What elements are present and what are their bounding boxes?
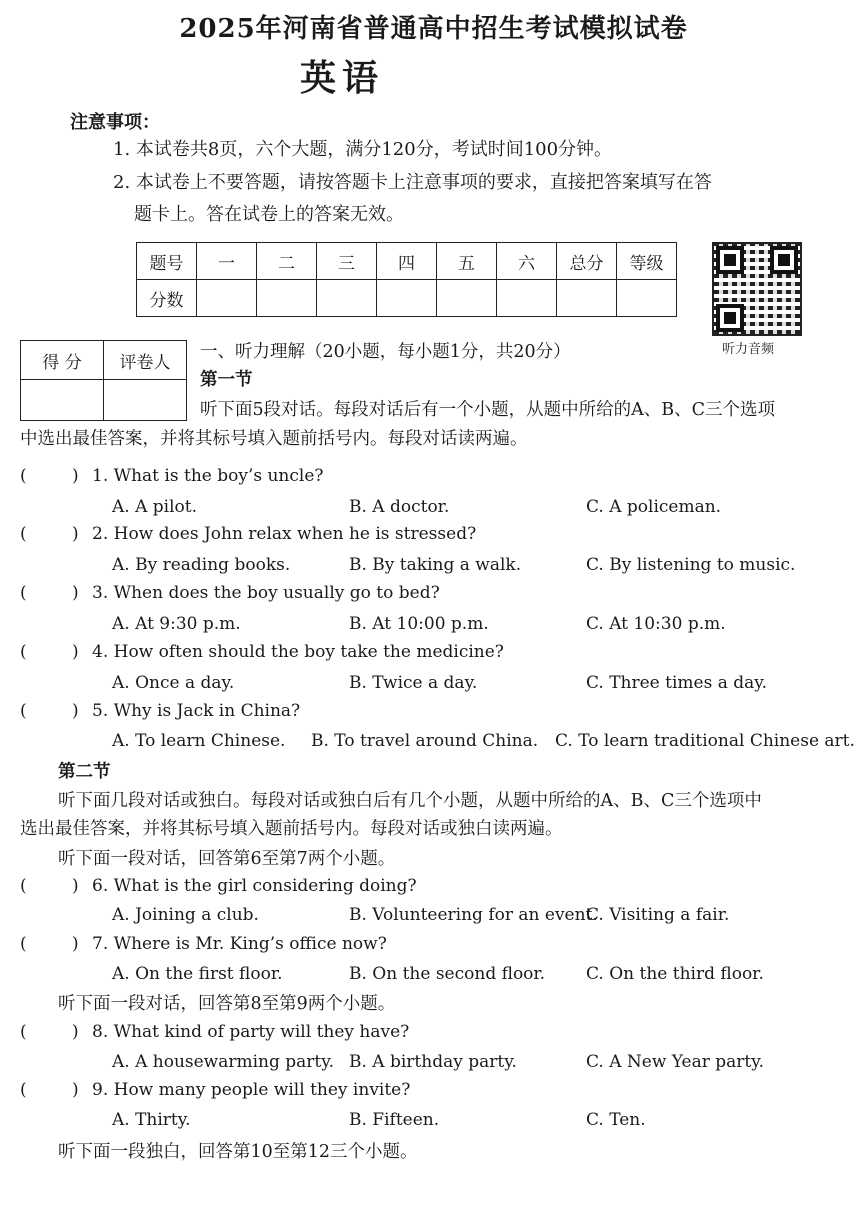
score-row-label: 分数 <box>137 280 197 317</box>
answer-bracket-open[interactable]: ( <box>20 466 27 486</box>
score-header-cell: 总分 <box>557 243 617 280</box>
q5-option-b: B. To travel around China. <box>311 731 539 751</box>
exam-title: 2025年河南省普通高中招生考试模拟试卷 <box>179 14 688 44</box>
score-cell[interactable] <box>197 280 257 317</box>
q1-option-b: B. A doctor. <box>349 497 450 517</box>
q2-option-b: B. By taking a walk. <box>349 555 522 575</box>
q7-option-c: C. On the third floor. <box>586 964 764 984</box>
subject-title: 英语 <box>300 57 385 99</box>
question-8: 8. What kind of party will they have? <box>92 1022 410 1042</box>
section1-title: 一、听力理解（20小题，每小题1分，共20分） <box>200 342 571 362</box>
question-9: 9. How many people will they invite? <box>92 1080 411 1100</box>
q8-option-b: B. A birthday party. <box>349 1052 517 1072</box>
answer-bracket-open[interactable]: ( <box>20 1022 27 1042</box>
q3-option-b: B. At 10:00 p.m. <box>349 614 489 634</box>
q7-option-b: B. On the second floor. <box>349 964 546 984</box>
q6-option-a: A. Joining a club. <box>112 905 259 925</box>
answer-bracket-open[interactable]: ( <box>20 524 27 544</box>
qr-label: 听力音频 <box>722 342 775 357</box>
part2-instruction-1: 听下面几段对话或独白。每段对话或独白后有几个小题，从题中所给的A、B、C三个选项中 <box>58 791 762 811</box>
q5-option-c: C. To learn traditional Chinese art. <box>555 731 855 751</box>
question-5: 5. Why is Jack in China? <box>92 701 301 721</box>
lead-8-9: 听下面一段对话，回答第8至第9两个小题。 <box>58 994 396 1014</box>
score-header-cell: 二 <box>257 243 317 280</box>
q4-option-b: B. Twice a day. <box>349 673 478 693</box>
score-table <box>136 242 677 317</box>
score-header-cell: 题号 <box>137 243 197 280</box>
answer-bracket-close: ) <box>72 876 79 896</box>
q8-option-a: A. A housewarming party. <box>112 1052 335 1072</box>
grader-score-label: 得 分 <box>21 341 104 380</box>
question-6: 6. What is the girl considering doing? <box>92 876 417 896</box>
answer-bracket-open[interactable]: ( <box>20 701 27 721</box>
answer-bracket-close: ) <box>72 583 79 603</box>
score-header-cell: 一 <box>197 243 257 280</box>
q6-option-c: C. Visiting a fair. <box>586 905 730 925</box>
answer-bracket-close: ) <box>72 1022 79 1042</box>
q1-option-c: C. A policeman. <box>586 497 722 517</box>
part2-instruction-2: 选出最佳答案，并将其标号填入题前括号内。每段对话或独白读两遍。 <box>20 819 563 839</box>
answer-bracket-open[interactable]: ( <box>20 934 27 954</box>
q3-option-a: A. At 9:30 p.m. <box>112 614 241 634</box>
grader-table <box>20 340 187 421</box>
question-4: 4. How often should the boy take the medicine? <box>92 642 504 662</box>
score-header-cell: 五 <box>437 243 497 280</box>
answer-bracket-open[interactable]: ( <box>20 642 27 662</box>
q6-option-b: B. Volunteering for an event. <box>349 905 598 925</box>
q1-option-a: A. A pilot. <box>112 497 197 517</box>
score-header-cell: 三 <box>317 243 377 280</box>
score-table-row <box>137 280 677 317</box>
section1-instruction-2: 中选出最佳答案，并将其标号填入题前括号内。每段对话读两遍。 <box>20 429 528 449</box>
note-item-3: 题卡上。答在试卷上的答案无效。 <box>134 204 404 225</box>
q9-option-a: A. Thirty. <box>112 1110 191 1130</box>
q3-option-c: C. At 10:30 p.m. <box>586 614 726 634</box>
note-item-2: 2. 本试卷上不要答题，请按答题卡上注意事项的要求，直接把答案填写在答 <box>113 172 712 193</box>
q9-option-c: C. Ten. <box>586 1110 646 1130</box>
score-cell[interactable] <box>317 280 377 317</box>
question-7: 7. Where is Mr. King’s office now? <box>92 934 387 954</box>
answer-bracket-open[interactable]: ( <box>20 1080 27 1100</box>
note-item-1: 1. 本试卷共8页，六个大题，满分120分，考试时间100分钟。 <box>113 139 613 160</box>
notes-heading: 注意事项： <box>70 112 160 133</box>
grader-reviewer-label: 评卷人 <box>104 341 187 380</box>
grader-reviewer-cell[interactable] <box>104 380 187 421</box>
q4-option-c: C. Three times a day. <box>586 673 768 693</box>
score-cell[interactable] <box>377 280 437 317</box>
answer-bracket-close: ) <box>72 934 79 954</box>
q5-option-a: A. To learn Chinese. <box>112 731 286 751</box>
score-cell[interactable] <box>557 280 617 317</box>
q2-option-a: A. By reading books. <box>112 555 291 575</box>
question-1: 1. What is the boy’s uncle? <box>92 466 324 486</box>
score-cell[interactable] <box>257 280 317 317</box>
part2-title: 第二节 <box>58 762 111 782</box>
answer-bracket-close: ) <box>72 466 79 486</box>
score-header-cell: 六 <box>497 243 557 280</box>
answer-bracket-close: ) <box>72 1080 79 1100</box>
q7-option-a: A. On the first floor. <box>112 964 283 984</box>
score-cell[interactable] <box>437 280 497 317</box>
q9-option-b: B. Fifteen. <box>349 1110 440 1130</box>
score-header-cell: 等级 <box>617 243 677 280</box>
answer-bracket-open[interactable]: ( <box>20 583 27 603</box>
answer-bracket-open[interactable]: ( <box>20 876 27 896</box>
qr-code-icon[interactable] <box>712 242 802 336</box>
question-2: 2. How does John relax when he is stressed? <box>92 524 477 544</box>
score-cell[interactable] <box>617 280 677 317</box>
score-header-cell: 四 <box>377 243 437 280</box>
q2-option-c: C. By listening to music. <box>586 555 796 575</box>
answer-bracket-close: ) <box>72 524 79 544</box>
score-table-header-row <box>137 243 677 280</box>
answer-bracket-close: ) <box>72 642 79 662</box>
q4-option-a: A. Once a day. <box>112 673 235 693</box>
section1-part1-title: 第一节 <box>200 370 253 390</box>
grader-score-cell[interactable] <box>21 380 104 421</box>
score-cell[interactable] <box>497 280 557 317</box>
lead-10-12: 听下面一段独白，回答第10至第12三个小题。 <box>58 1142 418 1162</box>
answer-bracket-close: ) <box>72 701 79 721</box>
q8-option-c: C. A New Year party. <box>586 1052 764 1072</box>
question-3: 3. When does the boy usually go to bed? <box>92 583 440 603</box>
lead-6-7: 听下面一段对话，回答第6至第7两个小题。 <box>58 849 396 869</box>
section1-instruction-1: 听下面5段对话。每段对话后有一个小题，从题中所给的A、B、C三个选项 <box>200 400 776 420</box>
